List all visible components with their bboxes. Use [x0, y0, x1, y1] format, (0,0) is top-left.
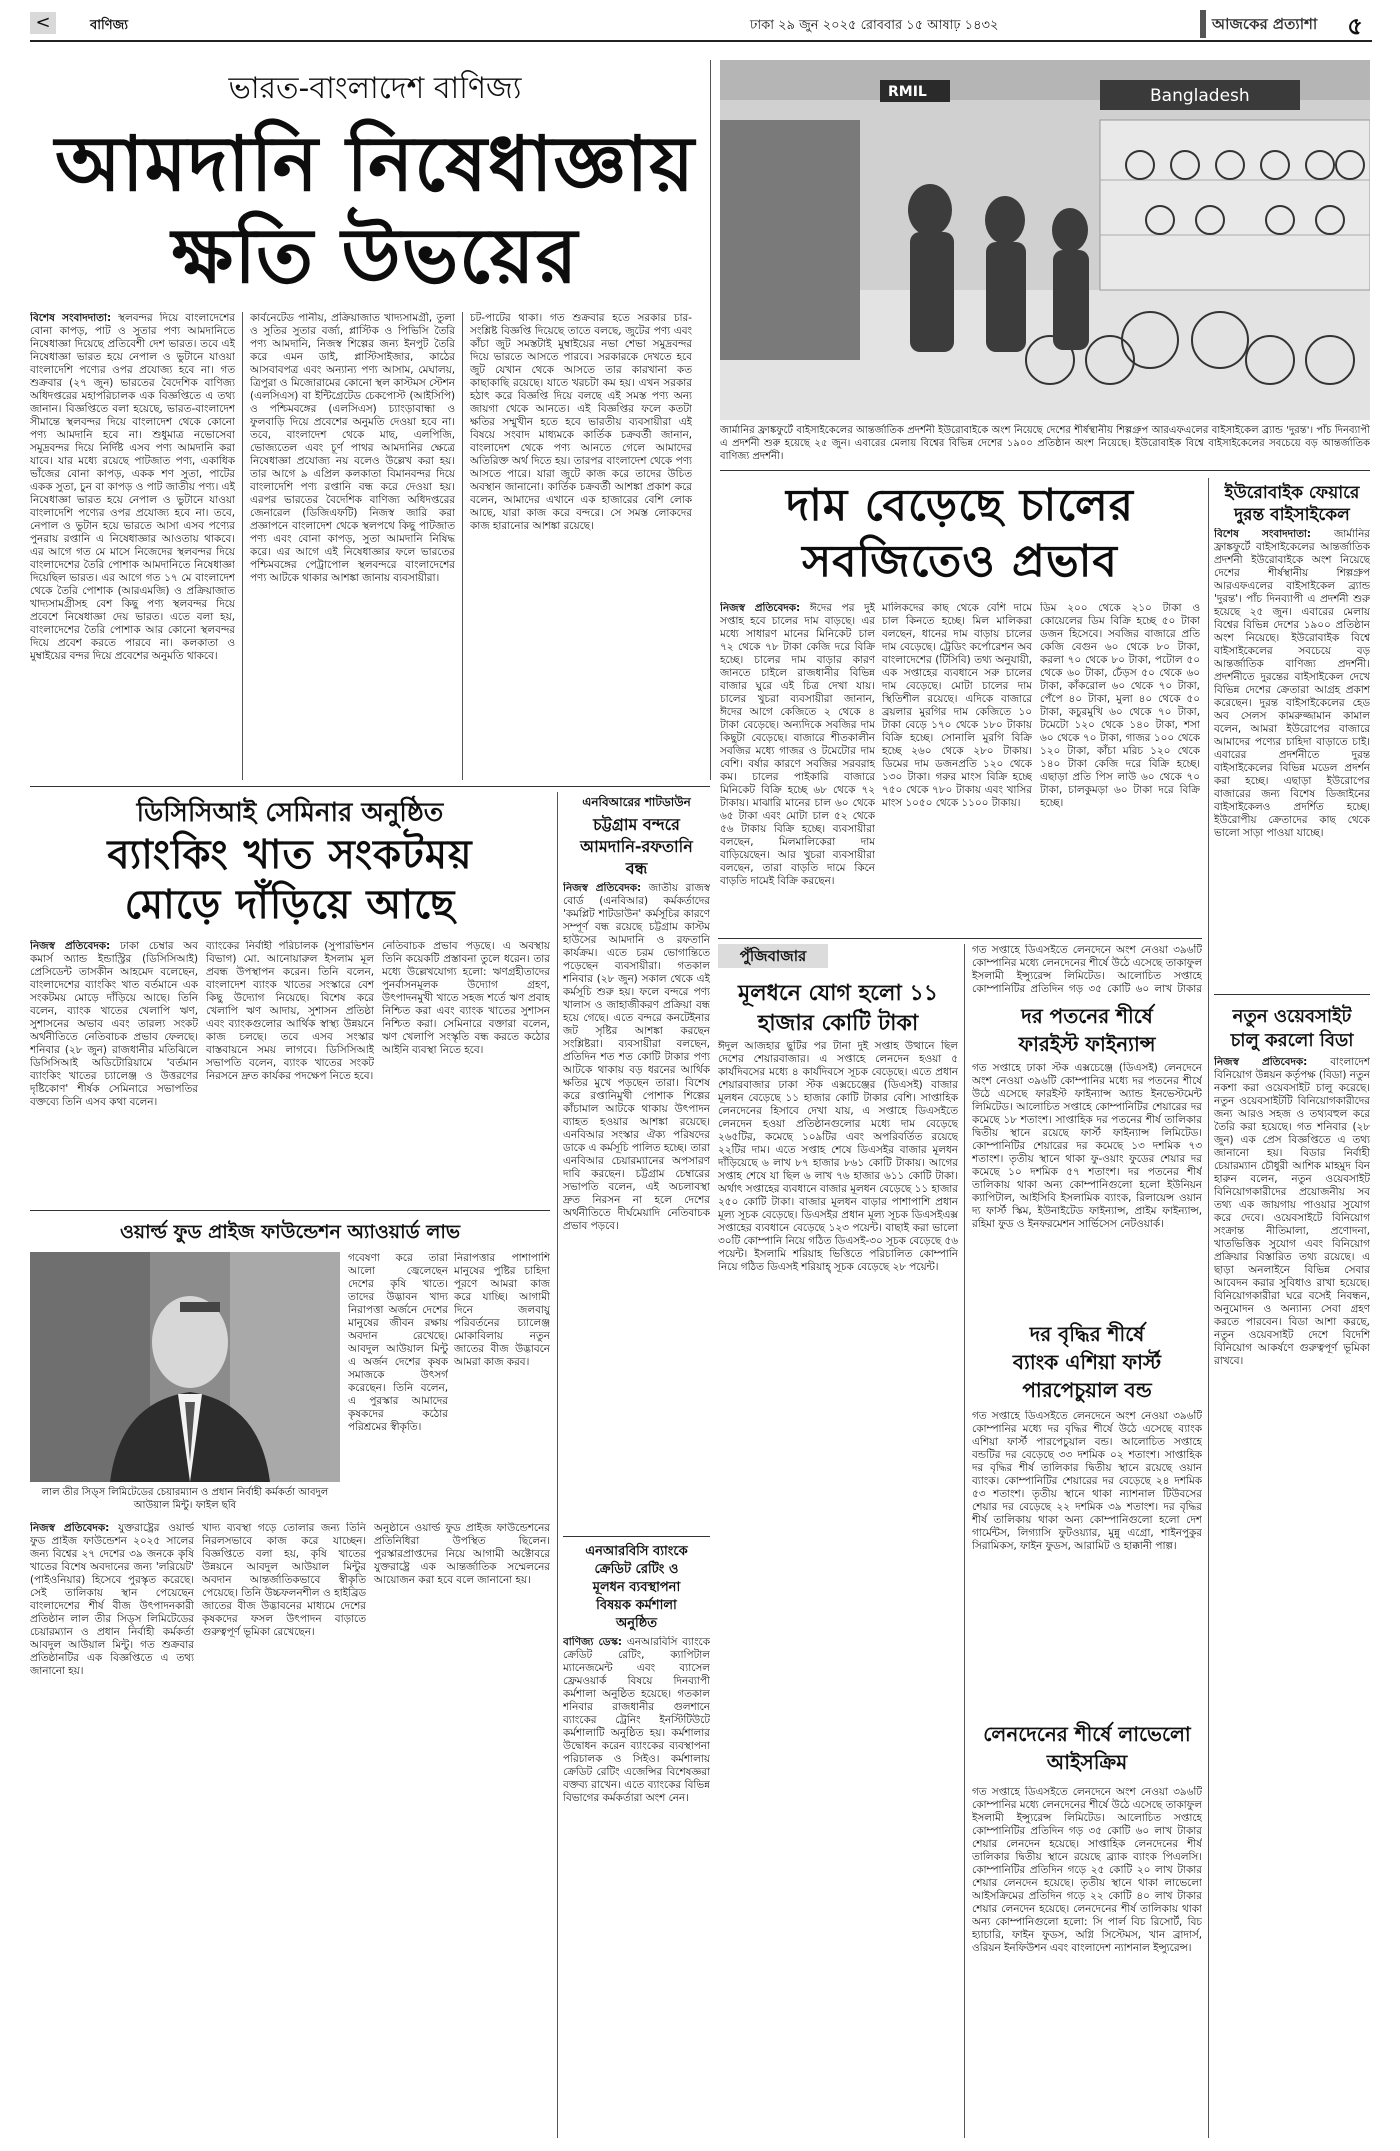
turnover-body-intro: গত সপ্তাহে ডিএসইতে লেনদেনে অংশ নেওয়া ৩৯৬টি কোম্পানির মধ্যে লেনদেনের শীর্ষে উঠে এসেছে তাকাফুল ইসলামী ইন্স্যুরেন্স লিমিটেড। আলোচিত সপ্তাহে কোম্পানিটির প্রতিদিন গড় ৩৫ কোটি ৬০ লাখ টাকার	[972, 944, 1202, 994]
banking-col-1	[30, 940, 198, 1200]
credit-text: এনআরবিসি ব্যাংকে ক্রেডিট রেটিং, ক্যাপিটাল ম্যানেজমেন্ট এবং ব্যাসেল ফ্রেমওয়ার্ক বিষয়ে দিনব্যাপী কর্মশালা অনুষ্ঠিত হয়েছে। গতকাল শনিবার রাজধানীর গুলশানে ব্যাংকের ট্রেনিং ইনস্টিটিউটে কর্মশালাটি অনুষ্ঠিত হয়। কর্মশালার উদ্বোধন করেন ব্যাংকের ব্যবস্থাপনা পরিচালক ও সিইও। কর্মশালায় ক্রেডিট রেটিং এজেন্সির বিশেষজ্ঞরা বক্তব্য রাখেন। এতে ব্যাংকের বিভিন্ন বিভাগের কর্মকর্তারা অংশ নেন।	[563, 1636, 710, 1804]
eurobike-text: জার্মানির ফ্রাঙ্কফুর্টে বাইসাইকেলের আন্তর্জাতিক প্রদর্শনী ইউরোবাইকে অংশ নিয়েছে দেশের শীর্ষস্থানীয় শিল্পগ্রুপ আরএফএলের বাইসাইকেল ব্র্যান্ড 'দুরন্ত'। পাঁচ দিনব্যাপী এ প্রদর্শনী শুরু হয়েছে ২৫ জুন। এবারের মেলায় বিশ্বের বিভিন্ন দেশের ১৯০০ প্রতিষ্ঠান অংশ নিয়েছে। ইউরোবাইক বিশ্বে বাইসাইকেলের সবচেয়ে বড় আন্তর্জাতিক বাণিজ্য প্রদর্শনী। প্রদর্শনীতে দুরন্তের বাইসাইকেল দেখে বিভিন্ন দেশের ক্রেতারা আগ্রহ প্রকাশ করেছেন। দুরন্ত বাইসাইকেলের হেড অব সেলস কামরুজ্জামান কামাল বলেন, আমরা ইউরোপের বাজারে আমাদের পণ্যের চাহিদা বাড়াতে চাই। এবারের প্রদর্শনীতে দুরন্ত বাইসাইকেলের বিভিন্ন মডেল প্রদর্শন করা হচ্ছে। এছাড়া ইউরোপের বাজারের জন্য বিশেষ ডিজাইনের বাইসাইকেলও প্রদর্শিত হচ্ছে। ইউরোপীয় ক্রেতাদের কাছ থেকে ভালো সাড়া পাওয়া যাচ্ছে।	[1214, 528, 1370, 839]
section-name: বাণিজ্য	[90, 18, 128, 33]
page-arrow-label: <	[35, 12, 51, 33]
lead-byline: বিশেষ সংবাদদাতা:	[30, 312, 112, 324]
website-headline-1: নতুন ওয়েবসাইট	[1232, 1006, 1352, 1027]
lead-col-3: চট-পাটের থাকা। গত শুক্রবার হতে সরকার চার-সংশ্লিষ্ট বিজ্ঞপ্তি দিয়েছে তাতে বলছে, জুটের পণ্য এবং কাঁচা জুট সমস্তটাই মুম্বাইয়ের নভা শেভা সমুদ্রবন্দর দিয়ে ভারতে আসতে পারবে। সরকারকে দেখতে হবে জুট যেখান থেকে আসতে তার কারখানা কত কাছাকাছি রয়েছে। যাতে খরচটা কম হয়। এখন সরকার হঠাৎ করে বিজ্ঞপ্তি দিয়ে বলছে এই সমস্ত পণ্য অন্য জায়গা থেকে আনতে। এই বিজ্ঞপ্তির ফলে কতটা ক্ষতির সম্মুখীন হতে হবে ভারতীয় ব্যবসায়ীরা এই বিষয়ে সংবাদ মাধ্যমকে কার্তিক চক্রবর্তী জানান, বাংলাদেশ থেকে পণ্য আনতে গেলে আমাদের অতিরিক্ত অর্থ দিতে হয়। তারপর বাংলাদেশ থেকে পণ্য আসতে পারে। যারা জুটে কাজ করে তাদের উচিত অবস্থান জানানো। কার্তিক চক্রবর্তী আশঙ্কা প্রকাশ করে বলেন, আমাদের এখানে এক হাজারের বেশি লোক আছে, যারা কাজ করে বন্দরে। সে সমস্ত লোকদের কাজ হারানোর আশঙ্কা রয়েছে।	[470, 312, 692, 532]
rising-headline-3: পারপেচুয়াল বন্ড	[1022, 1378, 1152, 1402]
rice-byline: নিজস্ব প্রতিবেদক:	[720, 602, 801, 614]
banking-headline-1: ব্যাংকিং খাত সংকটময়	[107, 832, 473, 878]
wfp-col-5: অনুষ্ঠানে ওয়ার্ল্ড ফুড প্রাইজ ফাউন্ডেশনের প্রতিনিধিরা উপস্থিত ছিলেন। পুরস্কারপ্রাপ্তদের নিয়ে আগামী অক্টোবরে যুক্তরাষ্ট্রে এক আন্তর্জাতিক সম্মেলনের আয়োজন করা হবে বলে জানানো হয়।	[374, 1522, 550, 1586]
wfp-portrait-photo	[30, 1252, 340, 1482]
ctg-text: জাতীয় রাজস্ব বোর্ড (এনবিআর) কর্মকর্তাদের 'কমপ্লিট শাটডাউন' কর্মসূচির কারণে সম্পূর্ণ বন্ধ রয়েছে চট্টগ্রাম কাস্টম হাউসের আমদানি ও রফতানি কার্যক্রম। এতে চরম ভোগান্তিতে পড়েছেন ব্যবসায়ীরা। গতকাল শনিবার (২৮ জুন) সকাল থেকে এই কর্মসূচি শুরু হয়। ফলে বন্দরে পণ্য খালাস ও জাহাজীকরণ প্রক্রিয়া বন্ধ হয়ে গেছে। এতে বন্দরে কনটেইনার জট সৃষ্টির আশঙ্কা করছেন সংশ্লিষ্টরা। ব্যবসায়ীরা বলছেন, প্রতিদিন শত শত কোটি টাকার পণ্য আটকে থাকায় বড় ধরনের আর্থিক ক্ষতির মুখে পড়ছেন তারা। বিশেষ করে রপ্তানিমুখী পোশাক শিল্পের কাঁচামাল আটকে থাকায় উৎপাদন ব্যাহত হওয়ার আশঙ্কা রয়েছে। এনবিআর সংস্কার ঐক্য পরিষদের ডাকে এ কর্মসূচি পালিত হচ্ছে। তারা এনবিআর চেয়ারম্যানের অপসারণ দাবি করছেন। চট্টগ্রাম চেম্বারের সভাপতি বলেন, এই অচলাবস্থা দ্রুত নিরসন না হলে দেশের অর্থনীতিতে দীর্ঘমেয়াদি নেতিবাচক প্রভাব পড়বে।	[563, 882, 710, 1232]
page-arrow-icon[interactable]	[30, 12, 56, 34]
wfp-byline: নিজস্ব প্রতিবেদক:	[30, 1522, 110, 1534]
page-number: ৫	[1347, 12, 1363, 40]
eurobike-byline: বিশেষ সংবাদদাতা:	[1214, 528, 1312, 540]
rice-headline-1: দাম বেড়েছে চালের	[786, 480, 1134, 531]
falling-headline-1: দর পতনের শীর্ষে	[1021, 1004, 1153, 1028]
lead-headline-1: আমদানি নিষেধাজ্ঞায়	[54, 119, 696, 208]
bicycle-expo-photo	[720, 60, 1370, 420]
rice-col-3: ডিম ২০০ থেকে ২১০ টাকা ও কোয়েলের ডিম বিক্রি হচ্ছে ৫০ টাকা ডজন হিসেবে। সবজির বাজারে প্রতি কেজি বেগুন ৬০ থেকে ৮০ টাকা, করলা ৭০ থেকে ৮০ টাকা, পটোল ৫০ থেকে ৬০ টাকা, ঢেঁড়স ৫০ থেকে ৬০ টাকা, কাঁকরোল ৬০ থেকে ৭০ টাকা, পেঁপে ৪০ টাকা, মুলা ৪০ থেকে ৫০ টাকা, কচুরমুখি ৬০ থেকে ৭০ টাকা, টমেটো ১২০ থেকে ১৪০ টাকা, শসা ৬০ থেকে ৭০ টাকা, গাজর ১০০ থেকে ১২০ টাকা, কাঁচা মরিচ ১২০ থেকে ১৪০ টাকা কেজি দরে বিক্রি হচ্ছে। এছাড়া প্রতি পিস লাউ ৬০ থেকে ৭০ টাকা, চালকুমড়া ৬০ টাকা দরে বিক্রি হচ্ছে।	[1040, 602, 1200, 809]
capital-market-section-tab: পুঁজিবাজার	[718, 944, 828, 968]
expo-sign-brand: RMIL	[888, 84, 927, 100]
wfp-col-2: খাদ্য ব্যবস্থা গড়ে তোলার জন্য তিনি নিরলসভাবে কাজ করে যাচ্ছেন। বিজ্ঞপ্তিতে বলা হয়, কৃষি খাতের উন্নয়নে আবদুল আউয়াল মিন্টুর অবদান আন্তর্জাতিকভাবে স্বীকৃতি পেয়েছে। তিনি উচ্চফলনশীল ও হাইব্রিড জাতের বীজ উদ্ভাবনের মাধ্যমে দেশের কৃষকদের ফসল উৎপাদন বাড়াতে গুরুত্বপূর্ণ ভূমিকা রেখেছেন।	[202, 1522, 366, 1638]
lead-col-1-text: স্থলবন্দর দিয়ে বাংলাদেশের বোনা কাপড়, পাট ও সুতার পণ্য আমদানিতে নিষেধাজ্ঞা দিয়েছে প্রতিবেশী দেশ ভারত। তবে এই নিষেধাজ্ঞা ভারত হয়ে নেপাল ও ভুটানে যাওয়া বাংলাদেশি পণ্যের ওপর প্রযোজ্য হবে না। গত শুক্রবার (২৭ জুন) ভারতের বৈদেশিক বাণিজ্য অধিদপ্তরের মহাপরিচালক এক বিজ্ঞপ্তিতে এ তথ্য জানান। বিজ্ঞপ্তিতে বলা হয়েছে, ভারত-বাংলাদেশ সীমান্তে স্থলবন্দর দিয়ে বাংলাদেশ থেকে কোনো পণ্য আমদানি হবে না। শুধুমাত্র নভোসেবা সমুদ্রবন্দর দিয়ে নির্দিষ্ট এসব পণ্য আমদানি করা যাবে। যার মধ্যে রয়েছে পাটজাত পণ্য, একাধিক ভাঁজের বোনা কাপড়, একক শণ সুতা, পাটের একক সুতা, চুন বা কাপড় ও পাট জাতীয় পণ্য। এই নিষেধাজ্ঞা ভারত হয়ে নেপাল ও ভুটানে যাওয়া বাংলাদেশি পণ্যের ওপর প্রযোজ্য হবে না। তবে, নেপাল ও ভুটান হয়ে ভারতে আসা এসব পণ্যের পুনরায় রপ্তানি এ নিষেধাজ্ঞার আওতায় থাকবে। এর আগে গত মে মাসে নিজেদের স্থলবন্দর দিয়ে বাংলাদেশের তৈরি পোশাক আমদানিতে নিষেধাজ্ঞা দিয়েছিল ভারত। এর আগে গত ১৭ মে বাংলাদেশ থেকে তৈরি পোশাক (আরএমজি) ও প্রক্রিয়াজাত খাদ্যসামগ্রীসহ বেশ কিছু পণ্য স্থলবন্দর দিয়ে প্রবেশে নিষেধাজ্ঞা দেয় ভারত। এতে বলা হয়, বাংলাদেশের তৈরি পোশাক আর কোনো স্থলবন্দর দিয়ে প্রবেশ করতে পারবে না। কলকাতা ও মুম্বাইয়ের বন্দর দিয়ে প্রবেশের অনুমতি থাকবে।	[30, 312, 235, 662]
ctg-body	[563, 882, 710, 1532]
bicycle-expo-illustration	[720, 60, 1370, 420]
banking-kicker: ডিসিসিআই সেমিনার অনুষ্ঠিত	[136, 798, 444, 828]
credit-byline: বাণিজ্য ডেস্ক:	[563, 1636, 623, 1648]
website-text: বাংলাদেশ বিনিয়োগ উন্নয়ন কর্তৃপক্ষ (বিডা) নতুন নকশা করা ওয়েবসাইট চালু করেছে। নতুন ওয়েবসাইটটি বিনিয়োগকারীদের জন্য আরও সহজ ও তথ্যবহুল করে তৈরি করা হয়েছে। গত শনিবার (২৮ জুন) এক প্রেস বিজ্ঞপ্তিতে এ তথ্য জানানো হয়। বিডার নির্বাহী চেয়ারম্যান চৌধুরী আশিক মাহমুদ বিন হারুন বলেন, নতুন ওয়েবসাইট বিনিয়োগকারীদের প্রয়োজনীয় সব তথ্য এক জায়গায় পাওয়ার সুযোগ করে দেবে। ওয়েবসাইটে বিনিয়োগ সংক্রান্ত নীতিমালা, প্রণোদনা, খাতভিত্তিক সুযোগ এবং বিনিয়োগ প্রক্রিয়ার বিস্তারিত তথ্য রয়েছে। এ ছাড়া অনলাইনে বিভিন্ন সেবার আবেদন করার সুবিধাও রাখা হয়েছে। বিনিয়োগকারীরা ঘরে বসেই নিবন্ধন, অনুমোদন ও অন্যান্য সেবা গ্রহণ করতে পারবেন। বিডা আশা করছে, নতুন ওয়েবসাইট দেশে বিদেশি বিনিয়োগ আকর্ষণে গুরুত্বপূর্ণ ভূমিকা রাখবে।	[1214, 1056, 1370, 1367]
ctg-headline-1: চট্টগ্রাম বন্দরে	[593, 815, 680, 834]
cm-body: ঈদুল আজহার ছুটির পর টানা দুই সপ্তাহ উত্থানে ছিল দেশের শেয়ারবাজার। এ সপ্তাহে লেনদেন হওয়া ৫ কার্যদিবসের মধ্যে ৪ কার্যদিবসে সূচক বেড়েছে। এতে প্রধান শেয়ারবাজার ঢাকা স্টক এক্সচেঞ্জের (ডিএসই) বাজার মূলধন বেড়েছে ১১ হাজার কোটি টাকার বেশি। সাপ্তাহিক লেনদেনের হিসাবে দেখা যায়, এ সপ্তাহে ডিএসইতে লেনদেন হওয়া প্রতিষ্ঠানগুলোর মধ্যে দাম বেড়েছে ২৬৫টির, কমেছে ১০৯টির এবং অপরিবর্তিত রয়েছে ২২টির দাম। এতে সপ্তাহ শেষে ডিএসইর বাজার মূলধন দাঁড়িয়েছে ৬ লাখ ৮৭ হাজার ৮৬১ কোটি টাকায়। আগের সপ্তাহ শেষে যা ছিল ৬ লাখ ৭৬ হাজার ৬১১ কোটি টাকা। অর্থাৎ সপ্তাহের ব্যবধানে বাজার মূলধন বেড়েছে ১১ হাজার ২৫০ কোটি টাকা। বাজার মূলধন বাড়ার পাশাপাশি প্রধান মূল্য সূচক বেড়েছে। ডিএসইর প্রধান মূল্য সূচক ডিএসইএক্স সপ্তাহের ব্যবধানে বেড়েছে ১২৩ পয়েন্ট। বাছাই করা ভালো ৩০টি কোম্পানি নিয়ে গঠিত ডিএসই-৩০ সূচক বেড়েছে ৫৬ পয়েন্ট। ইসলামি শরিয়াহ ভিত্তিতে পরিচালিত কোম্পানি নিয়ে গঠিত ডিএসই শরিয়াহ্ সূচক বেড়েছে ২৮ পয়েন্ট।	[718, 1040, 958, 1273]
wfp-col-4: নিরাপত্তার পাশাপাশি মানুষের পুষ্টির চাহিদা পূরণে আমরা কাজ করে যাচ্ছি। আগামী দিনে জলবায়ু পরিবর্তনের চ্যালেঞ্জ মোকাবিলায় নতুন জাতের বীজ উদ্ভাবনে আমরা কাজ করব।	[454, 1252, 550, 1368]
wfp-headline: ওয়ার্ল্ড ফুড প্রাইজ ফাউন্ডেশন অ্যাওয়ার্ড লাভ	[119, 1221, 461, 1243]
banking-col-3: নেতিবাচক প্রভাব পড়ছে। এ অবস্থায় তিনি কয়েকটি প্রস্তাবনা তুলে ধরেন। তার মধ্যে উল্লেখযোগ্য হলো: ঋণগ্রহীতাদের পুনর্বাসনমূলক উদ্যোগ গ্রহণ, উৎপাদনমুখী খাতে সহজ শর্তে ঋণ প্রবাহ নিশ্চিত করা এবং ব্যাংক খাতের সুশাসন নিশ্চিত করা। সেমিনারে বক্তারা বলেন, ঋণ খেলাপি সংস্কৃতি বন্ধ করতে কঠোর আইনি ব্যবস্থা নিতে হবে।	[382, 940, 550, 1056]
wfp-portrait-illustration	[30, 1252, 340, 1482]
website-body	[1214, 1056, 1370, 2138]
cm-headline-2: হাজার কোটি টাকা	[757, 1011, 919, 1036]
wfp-col-3: গবেষণা করে তারা আলো জ্বেলেছেন দেশের কৃষি খাতে। তাদের উদ্ভাবন খাদ্য নিরাপত্তা অর্জনে দেশের মানুষের জীবন রক্ষায় অবদান রেখেছে। আবদুল আউয়াল মিন্টু এ অর্জন দেশের কৃষক সমাজকে উৎসর্গ করেছেন। তিনি বলেন, এ পুরস্কার আমাদের কৃষকদের কঠোর পরিশ্রমের স্বীকৃতি।	[348, 1252, 448, 1433]
eurobike-body	[1214, 528, 1370, 990]
ctg-byline: নিজস্ব প্রতিবেদক:	[563, 882, 642, 894]
banking-col-1-text: ঢাকা চেম্বার অব কমার্স অ্যান্ড ইন্ডাস্ট্রির (ডিসিসিআই) প্রেসিডেন্ট তাসকীন আহমেদ বলেছেন, বাংলাদেশের ব্যাংকিং খাত বর্তমানে এক সংকটময় মোড়ে দাঁড়িয়ে আছে। তিনি বলেন, ব্যাংক খাতের খেলাপি ঋণ, সুশাসনের অভাব এবং তারল্য সংকট অর্থনীতিতে নেতিবাচক প্রভাব ফেলছে। শনিবার (২৮ জুন) রাজধানীর মতিঝিলে ডিসিসিআই অডিটোরিয়ামে 'বর্তমান ব্যাংকিং খাতের চ্যালেঞ্জ ও উত্তরণের দৃষ্টিকোণ' শীর্ষক সেমিনারে সভাপতির বক্তব্যে তিনি এসব কথা বলেন।	[30, 940, 198, 1108]
falling-headline-2: ফারইস্ট ফাইন্যান্স	[1018, 1032, 1156, 1056]
credit-headline-5: অনুষ্ঠিত	[616, 1616, 657, 1631]
eurobike-headline-2: দুরন্ত বাইসাইকেল	[1234, 505, 1350, 525]
website-headline-2: চালু করলো বিডা	[1230, 1030, 1354, 1051]
eurobike-headline-1: ইউরোবাইক ফেয়ারে	[1224, 483, 1360, 503]
rice-headline-2: সবজিতেও প্রভাব	[802, 536, 1118, 587]
masthead-text: আজকের প্রত্যাশা	[1212, 15, 1318, 33]
ctg-headline-2: আমদানি-রফতানি	[580, 837, 693, 856]
lead-kicker: ভারত-বাংলাদেশ বাণিজ্য	[228, 71, 522, 106]
rising-headline-1: দর বৃদ্ধির শীর্ষে	[1029, 1322, 1145, 1346]
ctg-kicker: এনবিআরের শাটডাউন	[582, 795, 691, 809]
website-byline: নিজস্ব প্রতিবেদক:	[1214, 1056, 1308, 1068]
rising-body: গত সপ্তাহে ডিএসইতে লেনদেনে অংশ নেওয়া ৩৯৬টি কোম্পানির মধ্যে দর বৃদ্ধির শীর্ষে উঠে এসেছে ব্যাংক এশিয়া ফার্স্ট পারপেচুয়াল বন্ড। আলোচিত সপ্তাহে বন্ডটির দর বেড়েছে ৩৩ দশমিক ০২ শতাংশ। সাপ্তাহিক দর বৃদ্ধির শীর্ষ তালিকার দ্বিতীয় স্থানে রয়েছে ওয়ান ব্যাংক। কোম্পানিটির শেয়ারের দর বেড়েছে ২৪ দশমিক ৫৩ শতাংশ। তৃতীয় স্থানে থাকা ন্যাশনাল টিউবসের শেয়ার দর বেড়েছে ২২ দশমিক ৩৯ শতাংশ। দর বৃদ্ধির শীর্ষ তালিকায় থাকা অন্য কোম্পানিগুলো হলো দেশ গার্মেন্টস, লিগ্যাসি ফুটওয়্যার, মুন্নু এগ্রো, শাইনপুকুর সিরামিকস, ফাইন ফুডস, আরামিট ও হাক্কানী পাল্প।	[972, 1410, 1202, 1552]
credit-headline-4: বিষয়ক কর্মশালা	[596, 1598, 677, 1613]
ctg-headline-3: বন্ধ	[625, 859, 648, 878]
rice-col-2: মালিকদের কাছ থেকে বেশি দামে চাল কিনতে হচ্ছে। মিল মালিকরা বলছেন, ধানের দাম বাড়ায় চালের দাম বেড়েছে। ট্রেডিং কর্পোরেশন অব বাংলাদেশের (টিসিবি) তথ্য অনুযায়ী, এক সপ্তাহের ব্যবধানে সরু চালের দাম বেড়েছে। মোটা চালের দাম স্থিতিশীল রয়েছে। এদিকে বাজারে ব্রয়লার মুরগির দাম কেজিতে ১০ টাকা বেড়ে ১৭০ থেকে ১৮০ টাকায় বিক্রি হচ্ছে। সোনালি মুরগি বিক্রি হচ্ছে ২৬০ থেকে ২৮০ টাকায়। ডিমের দাম ডজনপ্রতি ১২০ থেকে ১৩০ টাকা। গরুর মাংস বিক্রি হচ্ছে ৭৫০ থেকে ৭৮০ টাকায় এবং খাসির মাংস ১০৫০ থেকে ১১০০ টাকায়।	[882, 602, 1032, 809]
turnover-body: গত সপ্তাহে ডিএসইতে লেনদেনে অংশ নেওয়া ৩৯৬টি কোম্পানির মধ্যে লেনদেনের শীর্ষে উঠে এসেছে তাকাফুল ইসলামী ইন্স্যুরেন্স লিমিটেড। আলোচিত সপ্তাহে কোম্পানিটির প্রতিদিন গড় ৩৫ কোটি ৬০ লাখ টাকার শেয়ার লেনদেন হয়েছে। সাপ্তাহিক লেনদেনের শীর্ষ তালিকার দ্বিতীয় স্থানে রয়েছে ব্র্যাক ব্যাংক পিএলসি। কোম্পানিটির প্রতিদিন গড়ে ২৫ কোটি ২০ লাখ টাকার শেয়ার লেনদেন হয়েছে। তৃতীয় স্থানে থাকা লাভেলো আইসক্রিমের প্রতিদিন গড়ে ২২ কোটি ৪০ লাখ টাকার শেয়ার লেনদেন হয়েছে। লেনদেনের শীর্ষ তালিকায় থাকা অন্য কোম্পানিগুলো হলো: সি পার্ল বিচ রিসোর্ট, বিচ হ্যাচারি, ফাইন ফুডস, অগ্নি সিস্টেমস, খান ব্রাদার্স, ওরিয়ন ইনফিউশন এবং বাংলাদেশ ন্যাশনাল ইন্স্যুরেন্স।	[972, 1786, 1202, 1954]
lead-headline-2: ক্ষতি উভয়ের	[171, 211, 579, 300]
wfp-col-1-text: যুক্তরাষ্ট্রের ওয়ার্ল্ড ফুড প্রাইজ ফাউন্ডেশন ২০২৫ সালের জন্য বিশ্বের ২৭ দেশের ৩৯ জনকে কৃষি খাতের বিশেষ অবদানের জন্য 'লরিয়েট' (পাইওনিয়ার) হিসেবে পুরস্কৃত করেছে। সেই তালিকায় স্থান পেয়েছেন বাংলাদেশের শীর্ষ বীজ উৎপাদনকারী প্রতিষ্ঠান লাল তীর সিড্‌স লিমিটেডের চেয়ারম্যান ও প্রধান নির্বাহী কর্মকর্তা আবদুল আউয়াল মিন্টু। গত শুক্রবার প্রতিষ্ঠানটির এক বিজ্ঞপ্তিতে এ তথ্য জানানো হয়।	[30, 1522, 194, 1677]
wfp-photo-caption: লাল তীর সিড্‌স লিমিটেডের চেয়ারম্যান ও প্রধান নির্বাহী কর্মকর্তা আবদুল আউয়াল মিন্টু। ফাইল ছবি	[41, 1487, 329, 1511]
lead-col-2: কার্বনেটেড পানীয়, প্রক্রিয়াজাত খাদ্যসামগ্রী, তুলা ও সুতির সুতার বর্জ্য, প্লাস্টিক ও পিভিসি তৈরি পণ্য আমদানি, নিজস্ব শিল্পের জন্য ইনপুট তৈরি করে এমন ডাই, প্লাস্টিসাইজার, কাঠের আসবাবপত্র এবং অন্যান্য পণ্য আসাম, মেঘালয়, ত্রিপুরা ও মিজোরামের কোনো স্থল কাস্টমস স্টেশন (এলসিএস) বা ইন্টিগ্রেটেড চেকপোস্ট (আইসিপি) ও পশ্চিমবঙ্গের (এলসিএস) চ্যাংড়াবান্ধা ও ফুলবাড়ি দিয়ে প্রবেশের অনুমতি দেওয়া হবে না। তবে, বাংলাদেশ থেকে মাছ, এলপিজি, ভোজ্যতেল এবং চূর্ণ পাথর আমদানির ক্ষেত্রে নিষেধাজ্ঞা প্রযোজ্য নয় বলেও উল্লেখ করা হয়। তার আগে ৯ এপ্রিল কলকাতা বিমানবন্দর দিয়ে বাংলাদেশি পণ্য রপ্তানি বন্ধ করে দেওয়া হয়। এরপর ভারতের বৈদেশিক বাণিজ্য অধিদপ্তরের জেনারেল (ডিজিএফটি) নিজস্ব জারি করা প্রজ্ঞাপনে বাংলাদেশ থেকে স্থলপথে কিছু পাটজাত পণ্য এবং বোনা কাপড়, সুতা আমদানি নিষিদ্ধ করে। এর আগে এই নিষেধাজ্ঞার ফলে ভারতের পশ্চিমবঙ্গের পেট্রাপোল স্থলবন্দরে বাংলাদেশের পণ্য আটকে থাকার আশঙ্কা জানায় ব্যবসায়ীরা।	[250, 312, 455, 584]
expo-sign-country: Bangladesh	[1150, 86, 1250, 106]
credit-body	[563, 1636, 710, 2138]
lead-col-1	[30, 312, 235, 780]
cm-headline-1: মূলধনে যোগ হলো ১১	[737, 981, 938, 1006]
dateline: ঢাকা ২৯ জুন ২০২৫ রোববার ১৫ আষাঢ় ১৪৩২	[750, 18, 999, 33]
banking-byline: নিজস্ব প্রতিবেদক:	[30, 940, 111, 952]
rice-col-1	[720, 602, 875, 932]
turnover-body-top	[972, 944, 1202, 994]
rice-col-1-text: ঈদের পর দুই সপ্তাহ হবে চালের দাম বাড়ছে। এর মধ্যে সাধারণ মানের মিনিকেট চাল ৭২ থেকে ৭৮ টাকা কেজি দরে বিক্রি হচ্ছে। চালের দাম বাড়ার কারণ জানতে চাইলে রাজধানীর বিভিন্ন বাজার ঘুরে এই চিত্র দেখা যায়। চালের খুচরা ব্যবসায়ীরা জানান, ঈদের আগে কেজিতে ২ থেকে ৪ টাকা বেড়েছে। অন্যদিকে সবজির দাম কিছুটা বেড়েছে। বাজারে শীতকালীন সবজির মধ্যে গাজর ও টমেটোর দাম বেশি। বর্ষার কারণে সবজির সরবরাহ কম। চালের পাইকারি বাজারে মিনিকেট বিক্রি হচ্ছে ৬৮ থেকে ৭২ টাকায়। মাঝারি মানের চাল ৬০ থেকে ৬৫ টাকা এবং মোটা চাল ৫২ থেকে ৫৬ টাকায় বিক্রি হচ্ছে। ব্যবসায়ীরা বলছেন, মিলমালিকেরা দাম বাড়িয়েছেন। আর খুচরা ব্যবসায়ীরা বলছেন, তারা বাড়তি দামে কিনে বাড়তি দামেই বিক্রি করছেন।	[720, 602, 875, 887]
banking-col-2: ব্যাংকের নির্বাহী পরিচালক (সুপারভিশন বিভাগ) মো. আনোয়ারুল ইসলাম মূল প্রবন্ধ উপস্থাপন করেন। তিনি বলেন, বাংলাদেশ ব্যাংক খাতের সংস্কারে বেশ কিছু উদ্যোগ নিয়েছে। বিশেষ করে খেলাপি ঋণ আদায়, সুশাসন প্রতিষ্ঠা এবং ব্যাংকগুলোর আর্থিক স্বাস্থ্য উন্নয়নে কাজ চলছে। তবে এসব সংস্কার বাস্তবায়নে সময় লাগবে। ডিসিসিআই সভাপতি বলেন, ব্যাংক খাতের সংকট নিরসনে দ্রুত কার্যকর পদক্ষেপ নিতে হবে।	[206, 940, 374, 1082]
bicycle-photo-caption: জার্মানির ফ্রাঙ্কফুর্টে বাইসাইকেলের আন্তর্জাতিক প্রদর্শনী ইউরোবাইকে অংশ নিয়েছে দেশের শীর্ষস্থানীয় শিল্পগ্রুপ আরএফএলের বাইসাইকেল ব্র্যান্ড 'দুরন্ত'। পাঁচ দিনব্যাপী এ প্রদর্শনী শুরু হয়েছে ২৫ জুন। এবারের মেলায় বিশ্বের বিভিন্ন দেশের ১৯০০ প্রতিষ্ঠান অংশ নিয়েছে। ইউরোবাইক বিশ্বে বাইসাইকেলের সবচেয়ে বড় আন্তর্জাতিক বাণিজ্য প্রদর্শনী।	[720, 425, 1370, 462]
masthead-logo	[1200, 10, 1330, 38]
banking-headline-2: মোড়ে দাঁড়িয়ে আছে	[124, 882, 456, 928]
page-header	[30, 8, 1372, 42]
rising-headline-2: ব্যাংক এশিয়া ফার্স্ট	[1012, 1350, 1162, 1374]
wfp-col-1	[30, 1522, 194, 2138]
credit-headline-1: এনআরবিসি ব্যাংকে	[585, 1544, 688, 1559]
credit-headline-3: মূলধন ব্যবস্থাপনা	[592, 1580, 681, 1595]
falling-body: গত সপ্তাহে ঢাকা স্টক এক্সচেঞ্জে (ডিএসই) লেনদেনে অংশ নেওয়া ৩৯৬টি কোম্পানির মধ্যে দর পতনের শীর্ষে উঠে এসেছে ফারইস্ট ফাইন্যান্স অ্যান্ড ইনভেস্টমেন্ট লিমিটেড। আলোচিত সপ্তাহে কোম্পানিটির শেয়ারের দর কমেছে ১৮ শতাংশ। সাপ্তাহিক দর পতনের শীর্ষ তালিকার দ্বিতীয় স্থানে রয়েছে ফার্স্ট ফাইন্যান্স লিমিটেড। কোম্পানিটির শেয়ারের দর কমেছে ১৩ দশমিক ৭৩ শতাংশ। তৃতীয় স্থানে থাকা ফু-ওয়াং ফুডের শেয়ার দর কমেছে ১০ দশমিক ৫৭ শতাংশ। দর পতনের শীর্ষ তালিকায় থাকা অন্য কোম্পানিগুলো হলো ইউনিয়ন ক্যাপিটাল, আইসিবি ইসলামিক ব্যাংক, রিলায়েন্স ওয়ান দ্য ফার্স্ট স্কিম, ইউনাইটেড ফাইন্যান্স, প্রাইম ফাইন্যান্স, রহিমা ফুড ও ইনফরমেশন সার্ভিসেস নেটওয়ার্ক।	[972, 1062, 1202, 1230]
credit-headline-2: ক্রেডিট রেটিং ও	[594, 1562, 679, 1577]
turnover-headline: লেনদেনের শীর্ষে লাভেলো আইসক্রিম	[983, 1722, 1191, 1774]
